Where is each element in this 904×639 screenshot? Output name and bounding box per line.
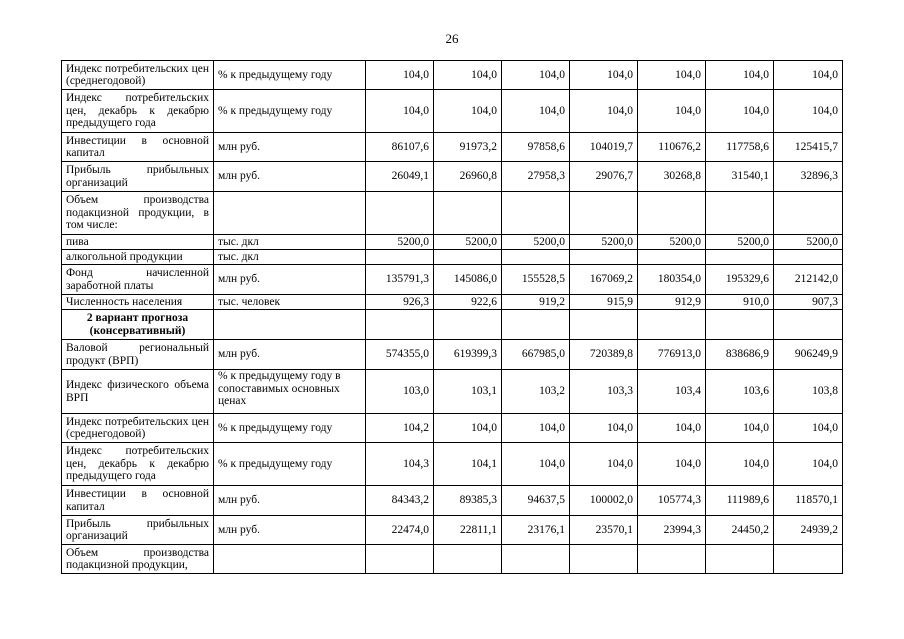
value-cell: 155528,5 [502, 265, 570, 295]
value-cell: 919,2 [502, 295, 570, 310]
indicator-name: Валовой региональный продукт (ВРП) [62, 340, 214, 370]
value-cell: 180354,0 [638, 265, 706, 295]
value-cell: 5200,0 [774, 235, 843, 250]
indicator-name: Индекс потребительских цен, декабрь к декабрю предыдущего года [62, 443, 214, 486]
value-cell [706, 310, 774, 340]
value-cell: 104,0 [502, 90, 570, 133]
value-cell: 104,0 [774, 443, 843, 486]
value-cell [434, 250, 502, 265]
section-header-row [62, 310, 843, 340]
unit-cell [214, 545, 366, 574]
unit-cell: млн руб. [214, 340, 366, 370]
value-cell: 5200,0 [638, 235, 706, 250]
value-cell: 912,9 [638, 295, 706, 310]
value-cell [502, 192, 570, 235]
value-cell [706, 545, 774, 574]
table-row [62, 265, 843, 295]
table-row [62, 192, 843, 235]
indicator-name: Индекс потребительских цен (среднегодовой) [62, 414, 214, 443]
value-cell: 104,0 [570, 443, 638, 486]
value-cell [366, 250, 434, 265]
value-cell [706, 250, 774, 265]
value-cell [638, 192, 706, 235]
value-cell: 776913,0 [638, 340, 706, 370]
table-row [62, 414, 843, 443]
table-row [62, 162, 843, 192]
table-row [62, 545, 843, 574]
value-cell: 104,0 [706, 414, 774, 443]
value-cell [774, 310, 843, 340]
table-row [62, 61, 843, 90]
value-cell: 104,0 [774, 61, 843, 90]
value-cell: 104,0 [706, 90, 774, 133]
table-row [62, 516, 843, 545]
value-cell: 110676,2 [638, 133, 706, 162]
value-cell [638, 250, 706, 265]
value-cell: 103,0 [366, 370, 434, 414]
value-cell: 103,6 [706, 370, 774, 414]
table-body [62, 61, 843, 574]
value-cell: 105774,3 [638, 486, 706, 516]
value-cell [502, 310, 570, 340]
indicator-name: Численность населения [62, 295, 214, 310]
indicator-name: пива [62, 235, 214, 250]
value-cell: 23176,1 [502, 516, 570, 545]
value-cell: 84343,2 [366, 486, 434, 516]
page-number: 26 [445, 31, 459, 46]
unit-cell: тыс. человек [214, 295, 366, 310]
indicator-name: Объем производства подакцизной продукции, [62, 545, 214, 574]
value-cell: 94637,5 [502, 486, 570, 516]
unit-cell: % к предыдущему году [214, 414, 366, 443]
value-cell [774, 545, 843, 574]
indicator-name: Индекс потребительских цен, декабрь к декабрю предыдущего года [62, 90, 214, 133]
value-cell [434, 545, 502, 574]
unit-cell [214, 192, 366, 235]
indicator-name: Прибыль прибыльных организаций [62, 162, 214, 192]
value-cell: 117758,6 [706, 133, 774, 162]
value-cell [502, 250, 570, 265]
value-cell: 104,0 [638, 90, 706, 133]
value-cell: 29076,7 [570, 162, 638, 192]
value-cell [434, 192, 502, 235]
value-cell [638, 310, 706, 340]
value-cell: 5200,0 [502, 235, 570, 250]
value-cell [570, 545, 638, 574]
value-cell: 118570,1 [774, 486, 843, 516]
value-cell: 104,0 [638, 443, 706, 486]
value-cell: 906249,9 [774, 340, 843, 370]
value-cell: 145086,0 [434, 265, 502, 295]
value-cell: 720389,8 [570, 340, 638, 370]
value-cell: 104,0 [774, 90, 843, 133]
value-cell: 104,0 [638, 61, 706, 90]
value-cell: 23994,3 [638, 516, 706, 545]
value-cell: 212142,0 [774, 265, 843, 295]
value-cell: 574355,0 [366, 340, 434, 370]
value-cell: 26960,8 [434, 162, 502, 192]
value-cell: 86107,6 [366, 133, 434, 162]
table-row [62, 486, 843, 516]
value-cell: 89385,3 [434, 486, 502, 516]
value-cell: 24939,2 [774, 516, 843, 545]
value-cell: 97858,6 [502, 133, 570, 162]
value-cell: 907,3 [774, 295, 843, 310]
table-row [62, 90, 843, 133]
value-cell: 619399,3 [434, 340, 502, 370]
value-cell: 926,3 [366, 295, 434, 310]
value-cell: 135791,3 [366, 265, 434, 295]
value-cell: 838686,9 [706, 340, 774, 370]
value-cell: 111989,6 [706, 486, 774, 516]
value-cell: 32896,3 [774, 162, 843, 192]
value-cell: 104,0 [434, 90, 502, 133]
value-cell [570, 310, 638, 340]
value-cell: 104,0 [570, 90, 638, 133]
value-cell: 23570,1 [570, 516, 638, 545]
value-cell: 104,0 [434, 414, 502, 443]
value-cell: 104,0 [706, 61, 774, 90]
value-cell [706, 192, 774, 235]
value-cell: 104,0 [366, 90, 434, 133]
value-cell: 5200,0 [570, 235, 638, 250]
indicator-name: Индекс потребительских цен (среднегодовой) [62, 61, 214, 90]
value-cell: 104,0 [774, 414, 843, 443]
value-cell [366, 545, 434, 574]
value-cell: 104,0 [502, 61, 570, 90]
value-cell [502, 545, 570, 574]
indicator-name: Объем производства подакцизной продукции, в том числе: [62, 192, 214, 235]
value-cell: 104,0 [502, 443, 570, 486]
unit-cell: млн руб. [214, 265, 366, 295]
unit-cell: % к предыдущему году в сопоставимых основных ценах [214, 370, 366, 414]
value-cell: 30268,8 [638, 162, 706, 192]
value-cell: 22811,1 [434, 516, 502, 545]
value-cell: 5200,0 [366, 235, 434, 250]
indicator-name: Индекс физического объема ВРП [62, 370, 214, 414]
unit-cell: тыс. дкл [214, 250, 366, 265]
value-cell: 167069,2 [570, 265, 638, 295]
unit-cell: млн руб. [214, 133, 366, 162]
value-cell: 104019,7 [570, 133, 638, 162]
value-cell: 910,0 [706, 295, 774, 310]
value-cell: 103,3 [570, 370, 638, 414]
table-row [62, 133, 843, 162]
unit-cell: млн руб. [214, 516, 366, 545]
value-cell [774, 192, 843, 235]
value-cell [570, 192, 638, 235]
value-cell: 922,6 [434, 295, 502, 310]
value-cell [434, 310, 502, 340]
value-cell: 104,1 [434, 443, 502, 486]
unit-cell: % к предыдущему году [214, 90, 366, 133]
value-cell: 27958,3 [502, 162, 570, 192]
unit-cell: % к предыдущему году [214, 443, 366, 486]
value-cell: 104,0 [638, 414, 706, 443]
value-cell: 125415,7 [774, 133, 843, 162]
value-cell: 26049,1 [366, 162, 434, 192]
table-row [62, 235, 843, 250]
value-cell: 24450,2 [706, 516, 774, 545]
table-row [62, 340, 843, 370]
value-cell: 104,0 [570, 414, 638, 443]
unit-cell: тыс. дкл [214, 235, 366, 250]
indicator-name: Инвестиции в основной капитал [62, 486, 214, 516]
unit-cell: % к предыдущему году [214, 61, 366, 90]
value-cell: 104,2 [366, 414, 434, 443]
value-cell: 104,0 [570, 61, 638, 90]
table-row [62, 250, 843, 265]
value-cell: 104,0 [706, 443, 774, 486]
unit-cell [214, 310, 366, 340]
value-cell: 915,9 [570, 295, 638, 310]
value-cell: 103,4 [638, 370, 706, 414]
value-cell: 104,3 [366, 443, 434, 486]
indicator-name: Инвестиции в основной капитал [62, 133, 214, 162]
indicator-name: алкогольной продукции [62, 250, 214, 265]
value-cell [366, 310, 434, 340]
forecast-table [61, 60, 843, 574]
table-row [62, 295, 843, 310]
unit-cell: млн руб. [214, 162, 366, 192]
table-row [62, 443, 843, 486]
value-cell: 5200,0 [434, 235, 502, 250]
value-cell: 31540,1 [706, 162, 774, 192]
value-cell: 104,0 [502, 414, 570, 443]
value-cell [638, 545, 706, 574]
value-cell [774, 250, 843, 265]
value-cell [570, 250, 638, 265]
value-cell: 104,0 [366, 61, 434, 90]
value-cell: 103,1 [434, 370, 502, 414]
value-cell: 195329,6 [706, 265, 774, 295]
value-cell: 100002,0 [570, 486, 638, 516]
indicator-name: Фонд начисленной заработной платы [62, 265, 214, 295]
value-cell: 103,2 [502, 370, 570, 414]
value-cell: 667985,0 [502, 340, 570, 370]
value-cell: 91973,2 [434, 133, 502, 162]
section-title: 2 вариант прогноза (консервативный) [62, 310, 214, 340]
value-cell [366, 192, 434, 235]
unit-cell: млн руб. [214, 486, 366, 516]
value-cell: 5200,0 [706, 235, 774, 250]
table-row [62, 370, 843, 414]
indicator-name: Прибыль прибыльных организаций [62, 516, 214, 545]
value-cell: 103,8 [774, 370, 843, 414]
value-cell: 104,0 [434, 61, 502, 90]
value-cell: 22474,0 [366, 516, 434, 545]
